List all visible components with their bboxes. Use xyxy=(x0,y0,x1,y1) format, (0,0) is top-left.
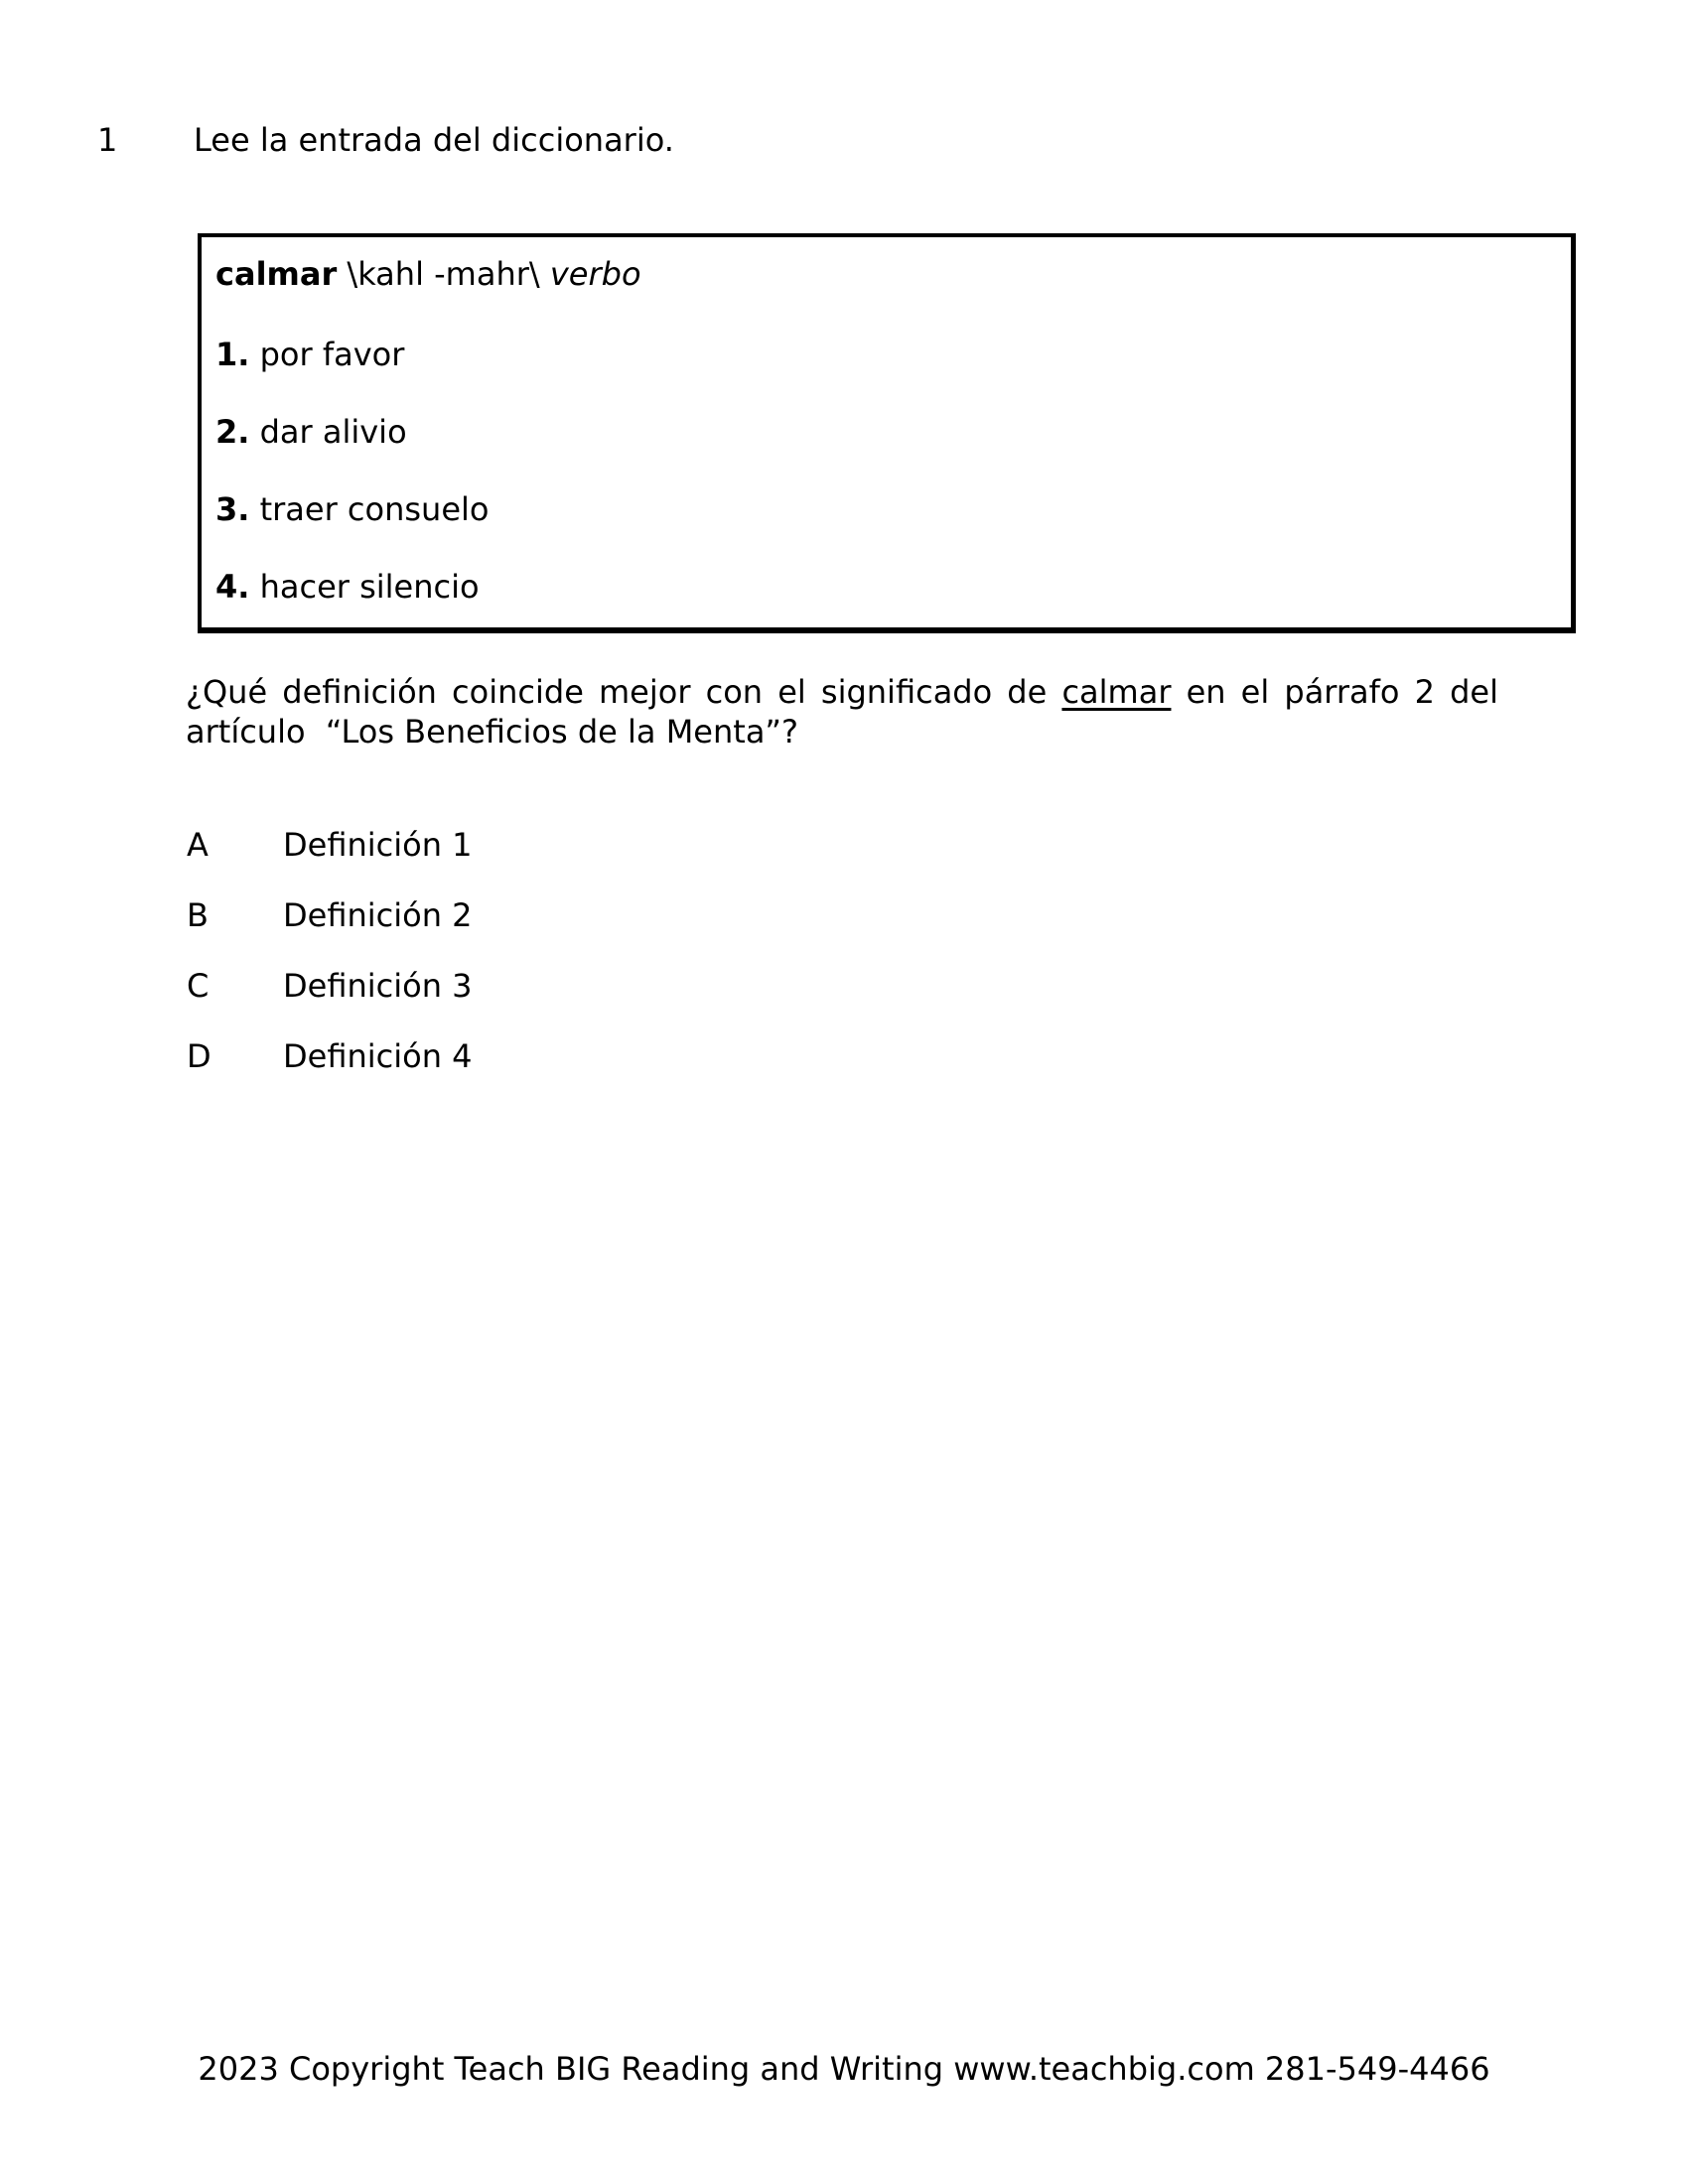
question-line-2: artículo “Los Beneficios de la Menta”? xyxy=(186,713,798,751)
answer-option-d xyxy=(187,1036,473,1076)
option-a-text: Definición 1 xyxy=(283,826,473,864)
option-c-text: Definición 3 xyxy=(283,967,473,1005)
question-number: 1 xyxy=(97,121,118,159)
definition-2-number: 2. xyxy=(215,413,250,451)
definition-4-number: 4. xyxy=(215,568,250,606)
question-prompt: Lee la entrada del diccionario. xyxy=(194,121,674,159)
definition-2-text: dar alivio xyxy=(259,413,407,451)
option-b-letter: B xyxy=(187,896,209,934)
option-d-text: Definición 4 xyxy=(283,1037,473,1075)
option-a-letter: A xyxy=(187,826,209,864)
dictionary-definition-4 xyxy=(215,567,1557,607)
question-text xyxy=(186,672,1498,751)
question-line1-before: ¿Qué definición coincide mejor con el significado de xyxy=(186,673,1062,711)
dictionary-entry-box xyxy=(198,233,1576,633)
answer-option-b xyxy=(187,895,473,935)
copyright-footer: 2023 Copyright Teach BIG Reading and Writing www.teachbig.com 281-549-4466 xyxy=(198,2050,1490,2088)
answer-option-c xyxy=(187,966,473,1006)
dictionary-pronunciation: \kahl -mahr\ xyxy=(337,255,550,293)
option-c-letter: C xyxy=(187,967,210,1005)
dictionary-headword: calmar xyxy=(215,255,338,293)
definition-1-text: por favor xyxy=(259,336,405,373)
question-underlined-word: calmar xyxy=(1061,673,1172,711)
definition-3-text: traer consuelo xyxy=(259,490,490,528)
dictionary-entry-line xyxy=(215,254,1557,294)
option-b-text: Definición 2 xyxy=(283,896,473,934)
dictionary-definition-3 xyxy=(215,489,1557,529)
dictionary-definition-2 xyxy=(215,412,1557,452)
answer-option-a xyxy=(187,825,473,865)
definition-4-text: hacer silencio xyxy=(259,568,480,606)
question-line1-after: en el párrafo 2 del xyxy=(1171,673,1499,711)
definition-3-number: 3. xyxy=(215,490,250,528)
option-d-letter: D xyxy=(187,1037,211,1075)
dictionary-part-of-speech: verbo xyxy=(549,255,641,293)
question-line-1 xyxy=(186,672,1498,712)
definition-1-number: 1. xyxy=(215,336,250,373)
dictionary-definition-1 xyxy=(215,335,1557,374)
